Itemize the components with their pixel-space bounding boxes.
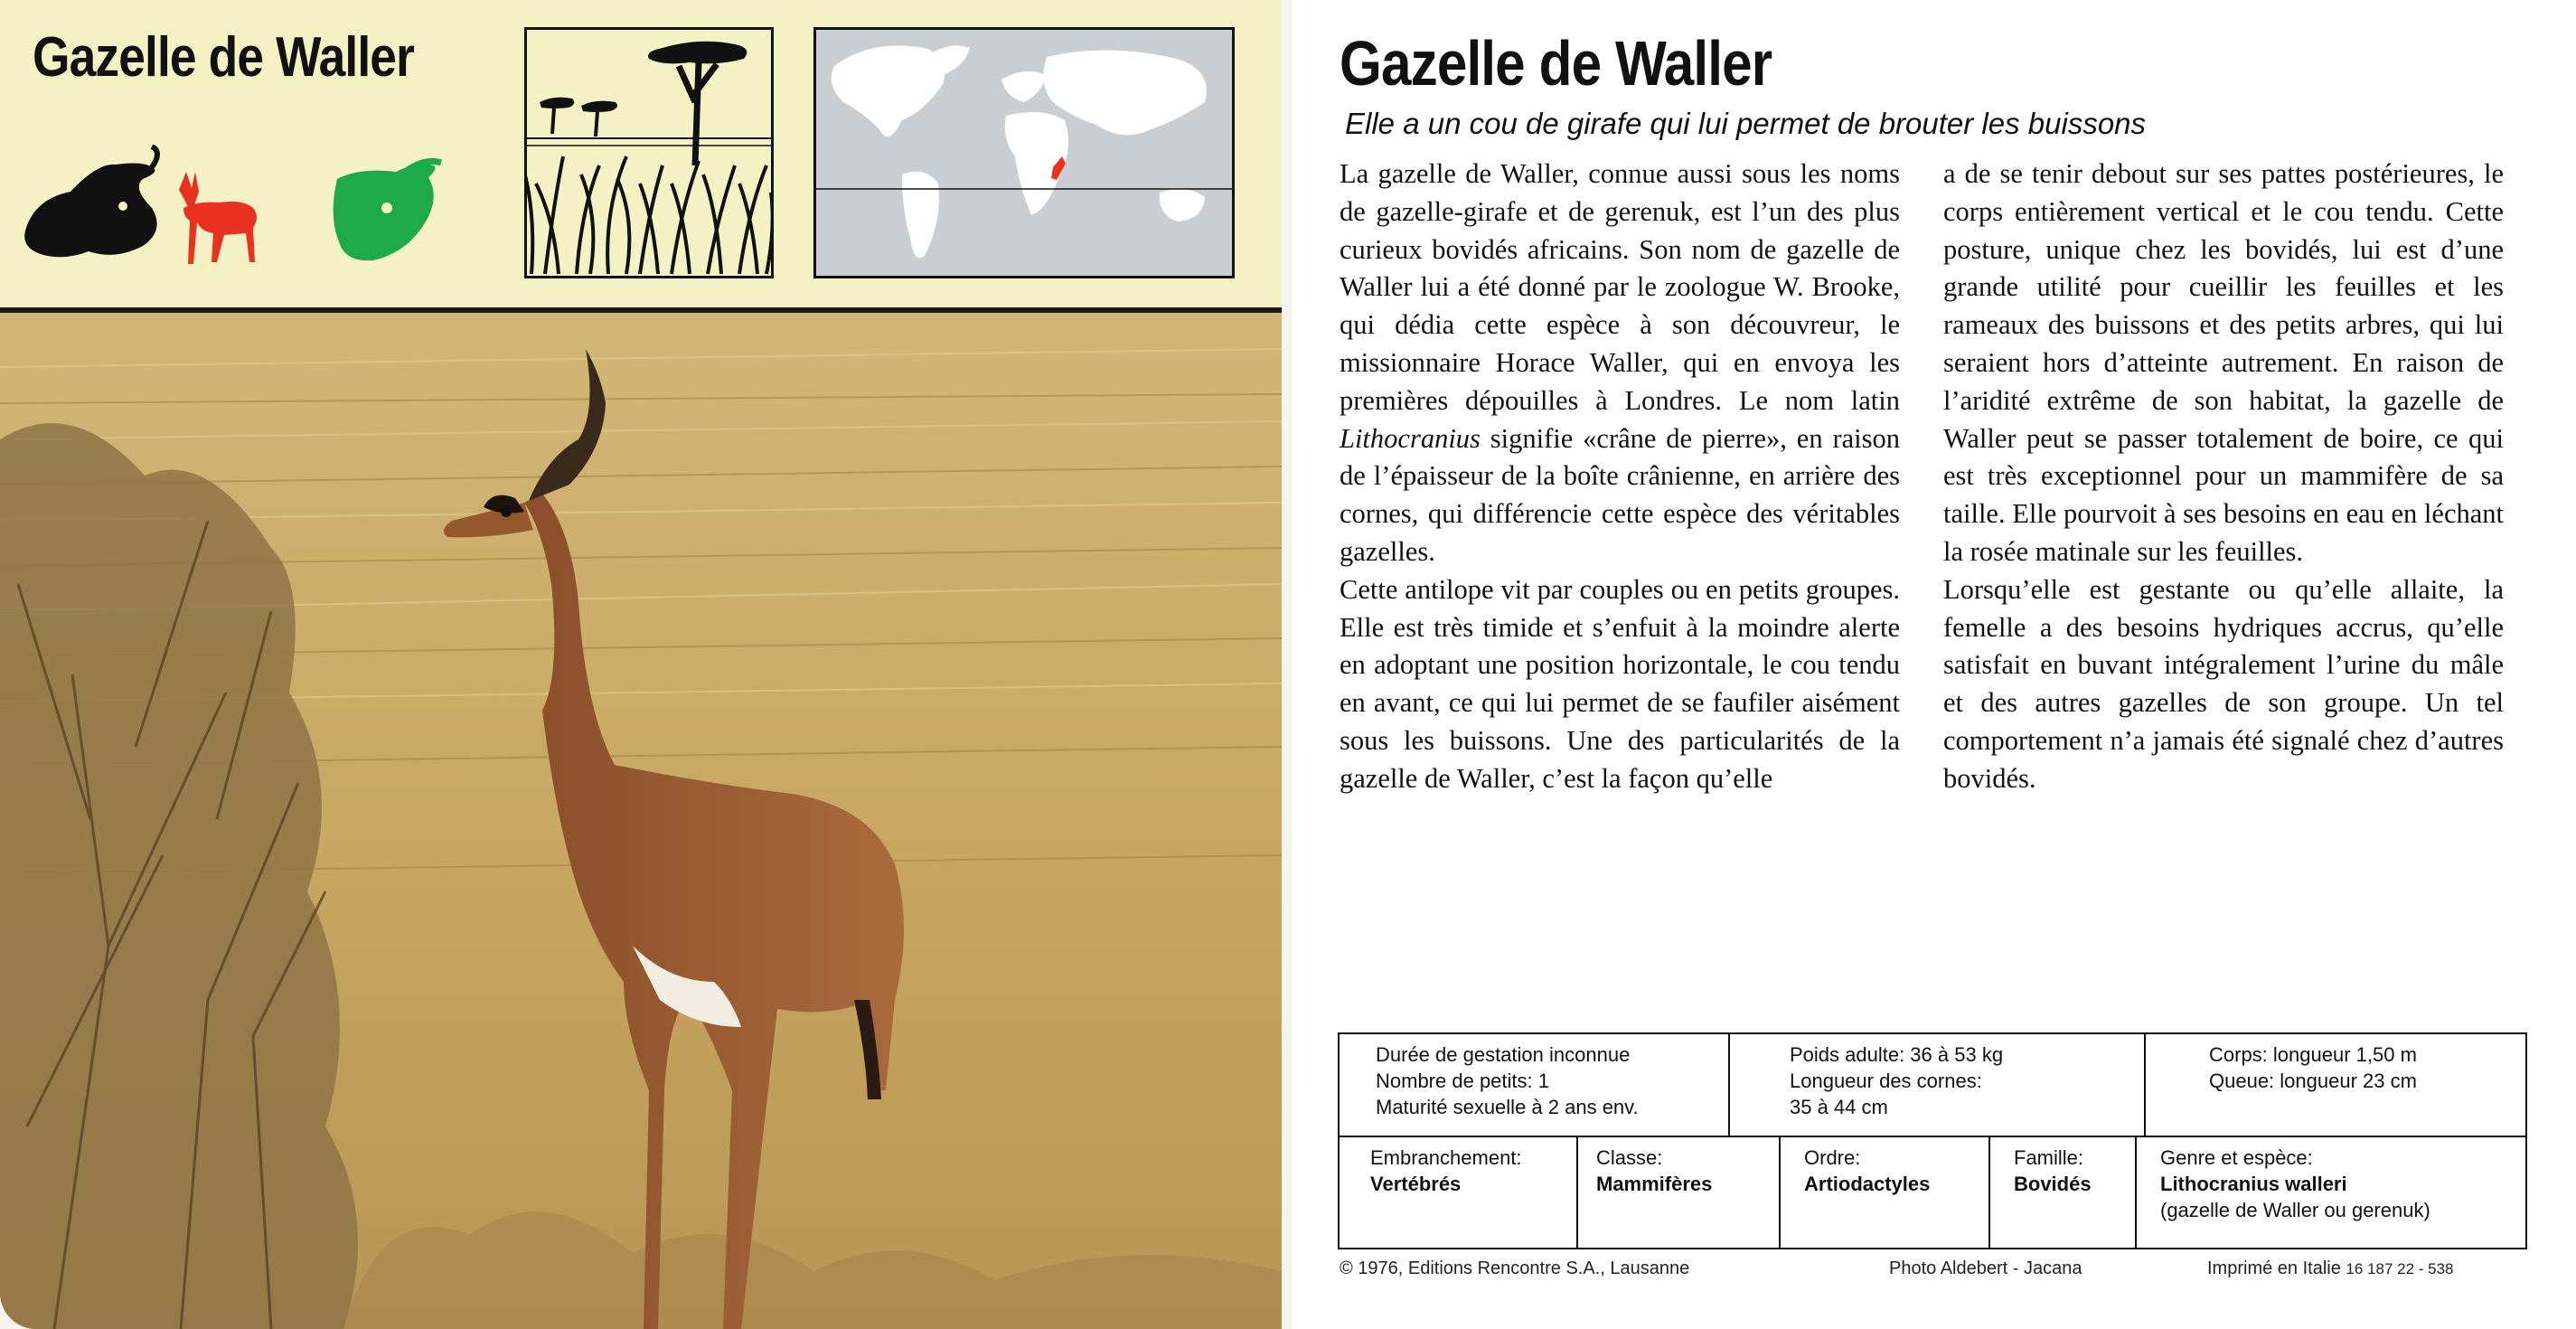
gerenuk-photo <box>0 313 1282 1329</box>
distribution-map <box>813 27 1235 278</box>
savanna-habitat-icon <box>524 27 774 278</box>
right-card <box>1293 0 2576 1329</box>
facts-row-taxonomy <box>1340 1137 2525 1248</box>
taxonomy-species <box>2135 1137 2525 1248</box>
article-column-1 <box>1340 156 1900 798</box>
litter-size: Nombre de petits: 1 <box>1376 1070 1549 1092</box>
taxonomy-family <box>1988 1137 2135 1248</box>
paragraph-4: Lorsqu’elle est gestante ou qu’elle allaite, la femelle a des besoins hydriques accrus, qu’elle satisfait en buvant intégralement l’urine du mâle et des autres gazelles de son groupe. Un tel comportement n’a jamais été signalé chez d’autres bovidés. <box>1943 573 2504 794</box>
paragraph-1-text-end: signifie «crâne de pierre», en raison de l’épaisseur de la boîte crânienne, en arrière des cornes, qui différencie cette espèce des véritables gazelles. <box>1340 422 1900 567</box>
print-info <box>2207 1258 2454 1279</box>
paragraph-3: a de se tenir debout sur ses pattes postérieures, le corps entièrement vertical et le cou tendu. Cette posture, unique chez les bovidés, lui est d’une grande utilité pour cueillir les feuilles et les rameaux des buissons et des petits arbres, qui lui seraient hors d’atteinte autrement. En raison de l’aridité extrême de son habitat, la gazelle de Waller peut se passer totalement de boire, ce qui est très exceptionnel pour un mammifère de sa taille. Elle pourvoit à ses besoins en eau en léchant la rosée matinale sur les feuilles. <box>1943 158 2504 567</box>
reproduction-cell <box>1340 1034 1728 1136</box>
paragraph-1 <box>1340 156 1900 571</box>
adult-weight: Poids adulte: 36 à 53 kg <box>1790 1043 2004 1066</box>
tail-length: Queue: longueur 23 cm <box>2209 1070 2417 1092</box>
weight-cell <box>1728 1034 2144 1136</box>
photo-credit: Photo Aldebert - Jacana <box>1889 1258 2082 1278</box>
maturity: Maturité sexuelle à 2 ans env. <box>1376 1096 1639 1118</box>
card-title: Gazelle de Waller <box>33 26 414 89</box>
buffalo-head-icon <box>24 146 157 257</box>
card-code: 16 187 22 - 538 <box>2346 1260 2454 1277</box>
facts-row-biology <box>1340 1034 2525 1137</box>
printed-in: Imprimé en Italie <box>2207 1258 2341 1278</box>
gestation: Durée de gestation inconnue <box>1376 1043 1631 1066</box>
phylum-label: Embranchement: <box>1370 1146 1522 1169</box>
article-column-2 <box>1943 156 2504 798</box>
family-value: Bovidés <box>2014 1173 2092 1195</box>
phylum-value: Vertébrés <box>1370 1173 1462 1195</box>
left-card <box>0 0 1282 1329</box>
card-header <box>0 0 1282 313</box>
article-subtitle: Elle a un cou de girafe qui lui permet de brouter les buissons <box>1345 107 2147 140</box>
order-value: Artiodactyles <box>1804 1173 1931 1195</box>
body-length: Corps: longueur 1,50 m <box>2209 1043 2417 1066</box>
size-cell <box>2144 1034 2525 1136</box>
antelope-icon <box>179 172 257 264</box>
latin-name: Lithocranius <box>1340 422 1481 454</box>
copyright: © 1976, Editions Rencontre S.A., Lausanne <box>1340 1258 1690 1278</box>
species-label: Genre et espèce: <box>2160 1146 2313 1169</box>
bull-head-icon <box>334 161 441 260</box>
species-common-names: (gazelle de Waller ou gerenuk) <box>2160 1199 2430 1221</box>
horn-length-value: 35 à 44 cm <box>1790 1096 1888 1118</box>
paragraph-2: Cette antilope vit par couples ou en petits groupes. Elle est très timide et s’enfuit à la moindre alerte en adoptant une position horizontale, le cou tendu en avant, ce qui lui permet de se faufiler aisément sous les buissons. Une des particularités de la gazelle de Waller, c’est la façon qu’elle <box>1340 573 1900 794</box>
class-label: Classe: <box>1596 1146 1663 1169</box>
class-value: Mammifères <box>1596 1173 1713 1195</box>
taxonomy-class <box>1576 1137 1779 1248</box>
order-label: Ordre: <box>1804 1146 1861 1169</box>
article-title: Gazelle de Waller <box>1340 28 1772 99</box>
species-value: Lithocranius walleri <box>2160 1173 2347 1195</box>
paragraph-1-text: La gazelle de Waller, connue aussi sous les noms de gazelle-girafe et de gerenuk, est l’un des plus curieux bovidés africains. Son nom de gazelle de Waller lui a été donné par le zoologue W. Brooke, qui dédia cette espèce à son découvreur, le missionnaire Horace Waller, qui en envoya les premières dépouilles à Londres. Le nom latin <box>1340 158 1900 416</box>
horn-length-label: Longueur des cornes: <box>1790 1070 1982 1092</box>
classification-icons <box>16 145 450 271</box>
facts-table <box>1338 1032 2527 1249</box>
taxonomy-phylum <box>1340 1137 1576 1248</box>
taxonomy-order <box>1779 1137 1988 1248</box>
family-label: Famille: <box>2014 1146 2084 1169</box>
